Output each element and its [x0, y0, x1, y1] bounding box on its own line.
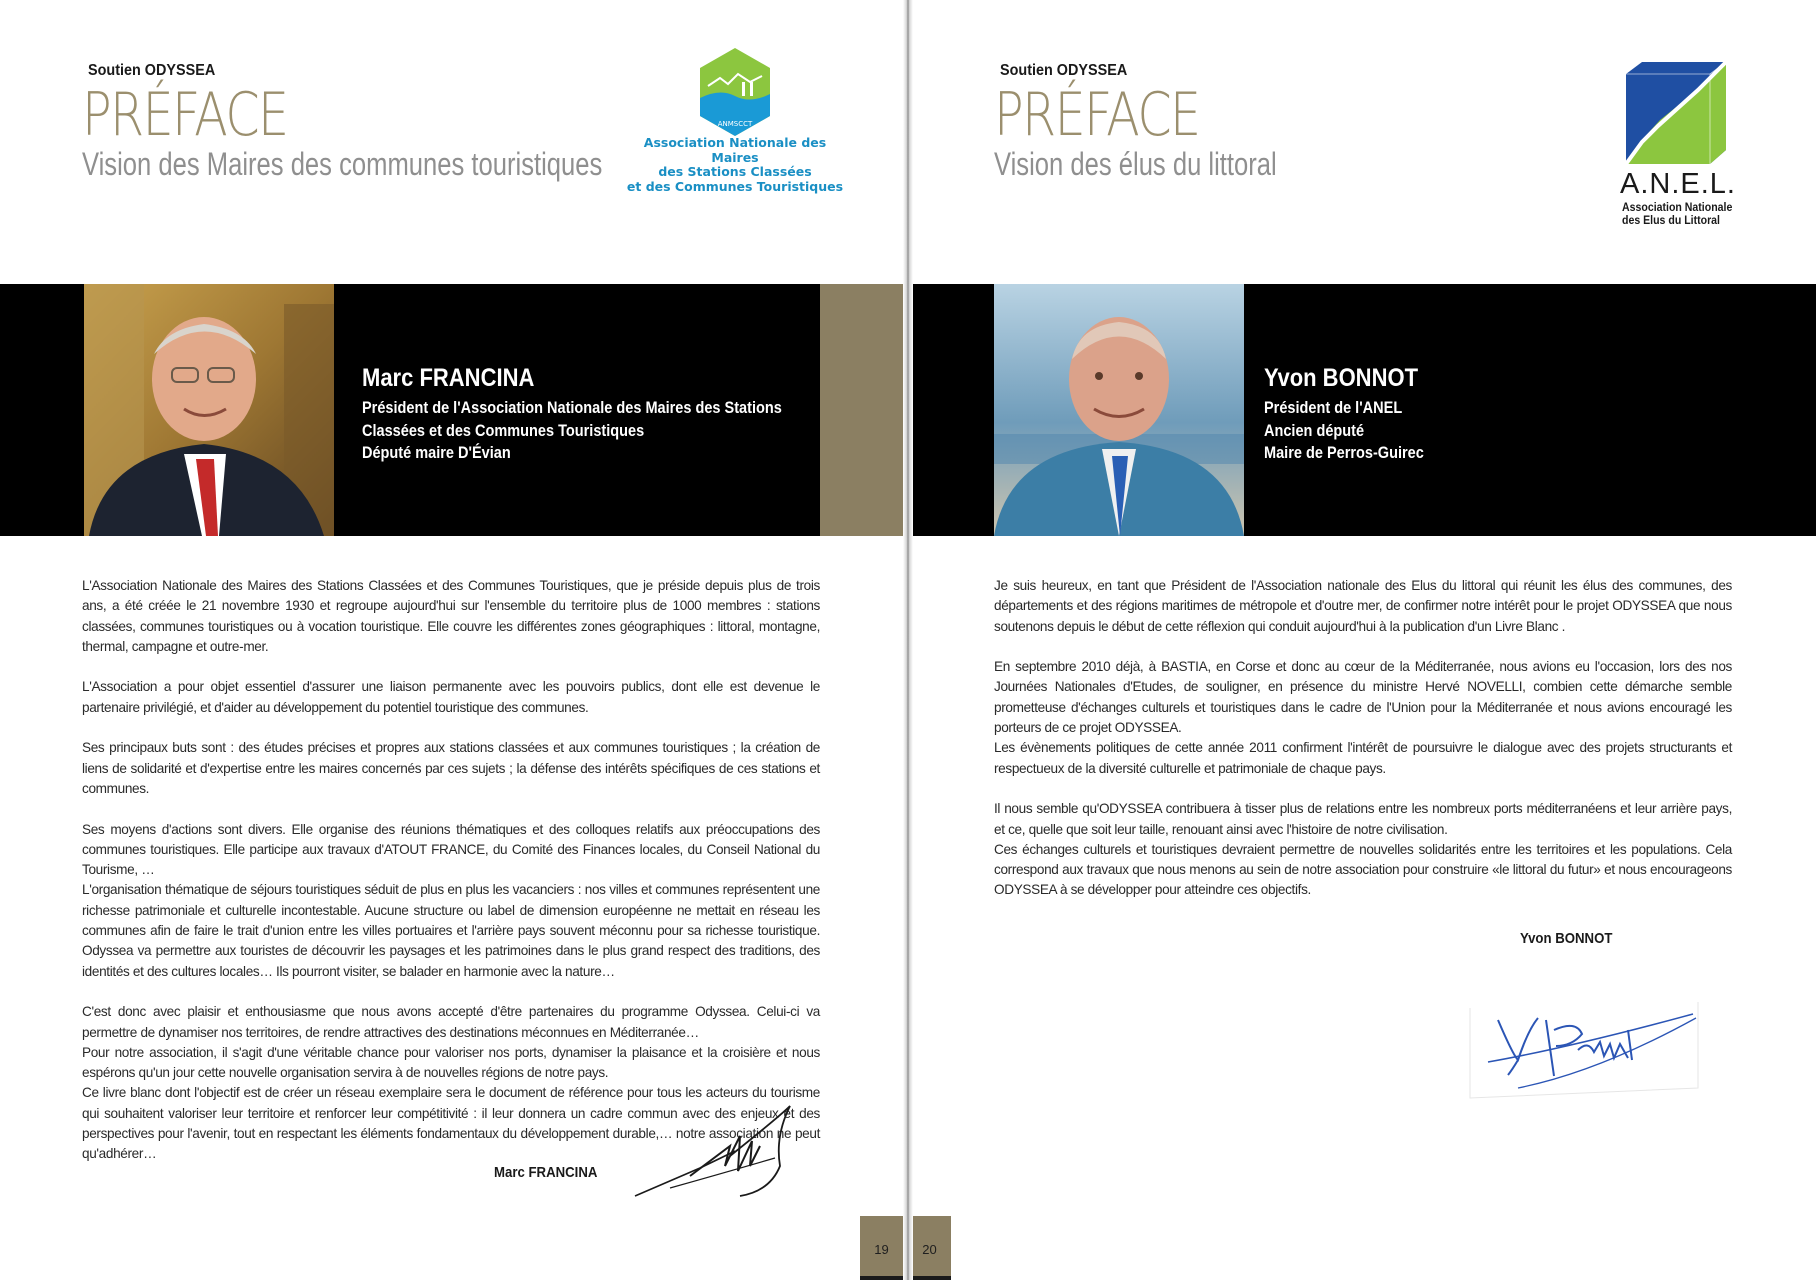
body-text — [994, 576, 1732, 901]
signature-image — [1468, 1000, 1708, 1100]
person-title-line: Député maire D'Évian — [362, 444, 511, 462]
paragraph: En septembre 2010 déjà, à BASTIA, en Corse et donc au cœur de la Méditerranée, nous avions eu l'occasion, lors des nos Journées Nationales d'Etudes, de souligner, en présence du ministre Hervé NOVELLI, combien cette démarche semble prometteuse d'échanges culturels et touristiques dans le cadre de l'Union pour la Méditerranée et nous avions encouragé les porteurs de ce projet ODYSSEA. — [994, 659, 1732, 736]
page-number-bar — [908, 1276, 951, 1280]
anel-logo — [1620, 60, 1760, 240]
page-number: 20 — [908, 1216, 951, 1280]
anel-cube-logo — [1620, 60, 1740, 170]
logo-line: des Stations Classées — [658, 164, 812, 179]
paragraph: L'Association a pour objet essentiel d'assurer une liaison permanente avec les pouvoirs publics, dont elle est devenue le partenaire privilégié, et d'aider au développement du potentiel touristique des communes. — [82, 679, 820, 715]
signature-image — [630, 1096, 805, 1206]
person-title-line: Président de l'ANEL — [1264, 399, 1403, 417]
paragraph: C'est donc avec plaisir et enthousiasme que nous avons accepté d'être partenaires du programme Odyssea. Celui-ci va permettre de dynamiser nos territoires, de rendre attractives des destinations méconnues en Méditerranée… — [82, 1004, 820, 1040]
paragraph: Les évènements politiques de cette année 2011 confirment l'intérêt de poursuivre le dialogue avec des projets structurants et respectueux de la diversité culturelle et patrimoniale de chaque pays. — [994, 740, 1732, 776]
page-right — [908, 0, 1816, 1280]
portrait-photo — [84, 284, 334, 536]
logo-line: Association Nationale des Maires — [643, 135, 827, 165]
paragraph: Ce livre blanc dont l'objectif est de créer un réseau exemplaire sera le document de référence pour tous les acteurs du tourisme qui souhaitent valoriser leur territoire et renforcer leur compétitivité : il leur donnera un cadre commun avec des enjeux et des perspectives pour l'avenir, tout en respectant les éléments fondamentaux du développement durable,… notre association ne peut qu'adhérer… — [82, 1085, 820, 1162]
person-block — [362, 364, 839, 465]
paragraph: L'Association Nationale des Maires des Stations Classées et des Communes Touristiques, que je préside depuis plus de trois ans, a été créée le 21 novembre 1930 et regroupe aujourd'hui sur l'ensemble du territoire plus de 1000 membres : stations classées, communes touristiques ou à vocation touristique. Elle couvre les différentes zones géographiques : littoral, montagne, thermal, campagne et outre-mer. — [82, 578, 820, 654]
kicker: Soutien ODYSSEA — [1000, 62, 1128, 79]
logo-line: Association Nationale — [1622, 200, 1733, 214]
paragraph: Pour notre association, il s'agit d'une véritable chance pour valoriser nos ports, dynamiser la plaisance et la croisière et nous espérons qu'un jour cette nouvelle organisation servira à de nouvelles régions de notre pays. — [82, 1044, 820, 1081]
logo-badge: ANMSCCT — [717, 120, 753, 128]
person-name: Marc FRANCINA — [362, 364, 535, 392]
paragraph: Ses principaux buts sont : des études précises et propres aux stations classées et aux communes touristiques ; la création de liens de solidarité et d'expertise entre les maires concernés par ces sujets ; la défense des intérêts spécifiques de ces stations et communes. — [82, 740, 820, 796]
paragraph: Je suis heureux, en tant que Président de l'Association nationale des Elus du littoral qui réunit les élus des communes, des départements et des régions maritimes de métropole et d'outre mer, de confirmer notre intérêt pour le projet ODYSSEA que nous soutenons depuis le début de cette réflexion qui conduit aujourd'hui à la publication d'un Livre Blanc . — [994, 578, 1732, 634]
paragraph: Ses moyens d'actions sont divers. Elle organise des réunions thématiques et des colloques relatifs aux préoccupations des communes touristiques. Elle participe aux travaux d'ATOUT FRANCE, du Comité des Finances locales, du Conseil National du Tourisme, … — [82, 821, 820, 878]
person-title-line: Maire de Perros-Guirec — [1264, 444, 1424, 462]
page-number: 19 — [860, 1216, 903, 1280]
page-title: PRÉFACE — [82, 80, 288, 150]
paragraph: L'organisation thématique de séjours touristiques séduit de plus en plus les vacanciers : nos villes et communes représentent une richesse patrimoniale et culturelle incontestable. Aucune structure ou label de dimension européenne ne mettait en réseau les communes afin de faire le trait d'union entre les villes portuaires et l'arrière pays souvent méconnu pour sa richesse touristique. Odyssea va permettre aux touristes de découvrir les paysages et les patrimoines dans le plus grand respect des traditions, des identités et des cultures locales… Ils pourront visiter, se balader en harmonie avec la nature… — [82, 882, 820, 979]
signature-name: Yvon BONNOT — [1520, 930, 1613, 947]
signature-name: Marc FRANCINA — [494, 1164, 598, 1181]
paragraph: Ces échanges culturels et touristiques devraient permettre de nouvelles solidarités entre les territoires et les populations. Cela correspond aux travaux que nous menons au sein de notre association pour construire «le littoral du futur» et nous encourageons ODYSSEA à se développer pour atteindre ces objectifs. — [994, 841, 1732, 898]
person-title-line: Classées et des Communes Touristiques — [362, 421, 645, 440]
person-title-line: Ancien député — [1264, 421, 1365, 440]
person-name: Yvon BONNOT — [1264, 364, 1419, 392]
page-subtitle: Vision des élus du littoral — [994, 146, 1277, 182]
page-number-bar — [860, 1276, 903, 1280]
portrait-photo — [994, 284, 1244, 536]
person-title-line: Président de l'Association Nationale des Maires des Stations — [362, 399, 782, 417]
page-subtitle: Vision des Maires des communes touristiques — [82, 146, 603, 182]
book-spine — [903, 0, 913, 1280]
anmscct-logo — [620, 46, 850, 194]
logo-line: des Elus du Littoral — [1622, 213, 1720, 227]
logo-line: et des Communes Touristiques — [626, 178, 844, 194]
anmscct-hexagon-logo — [620, 46, 850, 141]
body-text — [82, 576, 820, 1165]
kicker: Soutien ODYSSEA — [88, 62, 216, 79]
logo-acronym: A.N.E.L. — [1620, 168, 1736, 200]
page-title: PRÉFACE — [994, 80, 1200, 150]
paragraph: Il nous semble qu'ODYSSEA contribuera à tisser plus de relations entre les nombreux ports méditerranéens et leur arrière pays, et ce, quelle que soit leur taille, renouant ainsi avec l'histoire de notre civilisation. — [994, 801, 1732, 837]
person-block — [1264, 364, 1446, 465]
